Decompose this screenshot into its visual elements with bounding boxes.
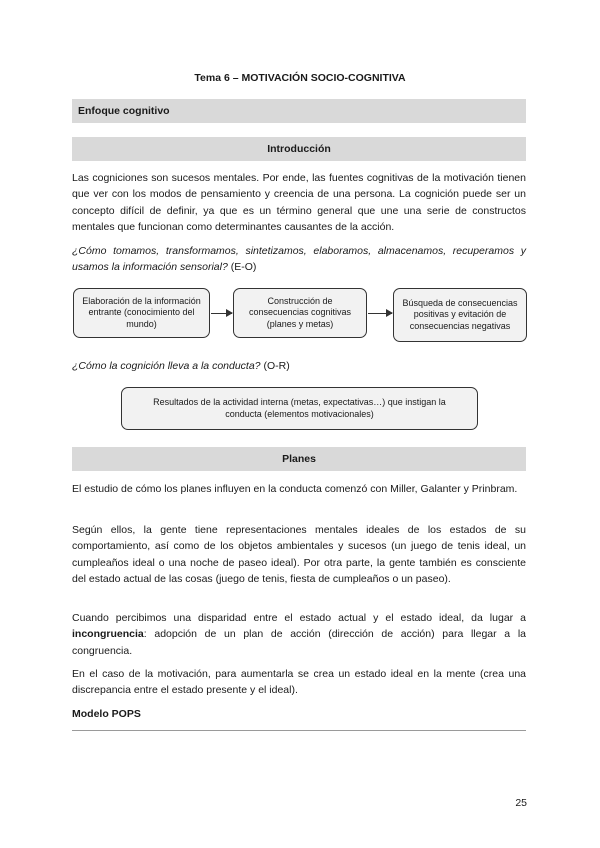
question-cognition-behavior: [72, 358, 526, 374]
page-number: 25: [515, 797, 527, 809]
flow-box-busqueda: Búsqueda de consecuencias positivas y evitación de consecuencias negativas: [393, 288, 527, 342]
question-information-processing-suffix: (E-O): [227, 261, 257, 274]
planes-paragraph-3: [72, 610, 526, 659]
section-introduccion: Introducción: [72, 137, 526, 161]
question-information-processing: [72, 243, 526, 276]
section-enfoque-cognitivo: Enfoque cognitivo: [72, 99, 526, 123]
question-information-processing-italic: ¿Cómo tomamos, transformamos, sintetizamos, elaboramos, almacenamos, recuperamos y usamos la información sensorial?: [72, 245, 526, 274]
results-box: Resultados de la actividad interna (metas, expectativas…) que instigan la conducta (elementos motivacionales): [121, 387, 478, 430]
flow-box-construccion: Construcción de consecuencias cognitivas (planes y metas): [233, 288, 367, 338]
flow-arrow-1: [211, 313, 232, 314]
question-cognition-behavior-italic: ¿Cómo la cognición lleva a la conducta?: [72, 360, 261, 372]
intro-paragraph: Las cogniciones son sucesos mentales. Por ende, las fuentes cognitivas de la motivación tienen que ver con los modos de pensamiento y creencia de una persona. La cognición puede ser un concepto difícil de definir, ya que es un término general que une una serie de constructos mentales que funcionan como determinantes causantes de la acción.: [72, 172, 526, 233]
section-planes: Planes: [72, 447, 526, 471]
flow-box-elaboracion: Elaboración de la información entrante (conocimiento del mundo): [73, 288, 210, 338]
planes-paragraph-4: En el caso de la motivación, para aumentarla se crea un estado ideal en la mente (crea una discrepancia entre el estado presente y el ideal).: [72, 668, 526, 697]
incongruencia-term: incongruencia: [72, 628, 144, 641]
question-cognition-behavior-suffix: (O-R): [260, 360, 290, 372]
flow-arrow-2: [368, 313, 392, 314]
planes-paragraph-3-after: : adopción de un plan de acción (dirección de acción) para llegar a la congruencia.: [72, 628, 526, 657]
page-title: Tema 6 – MOTIVACIÓN SOCIO-COGNITIVA: [194, 72, 406, 84]
planes-paragraph-3-before: Cuando percibimos una disparidad entre el estado actual y el estado ideal, da lugar a: [72, 612, 526, 624]
planes-paragraph-2: Según ellos, la gente tiene representaciones mentales ideales de los estados de su comportamiento, así como de los objetos ambientales y sucesos (un juego de tenis ideal, un cumpleaños ideal o una noche de paseo ideal). Por otra parte, la gente también es consciente del estado actual de las cosas (juego de tenis, fiesta de cumpleaños o un paseo).: [72, 524, 526, 585]
planes-paragraph-1: El estudio de cómo los planes influyen en la conducta comenzó con Miller, Galanter y Prinbram.: [72, 483, 518, 495]
horizontal-rule: [72, 730, 526, 731]
modelo-pops-heading: Modelo POPS: [72, 708, 141, 720]
